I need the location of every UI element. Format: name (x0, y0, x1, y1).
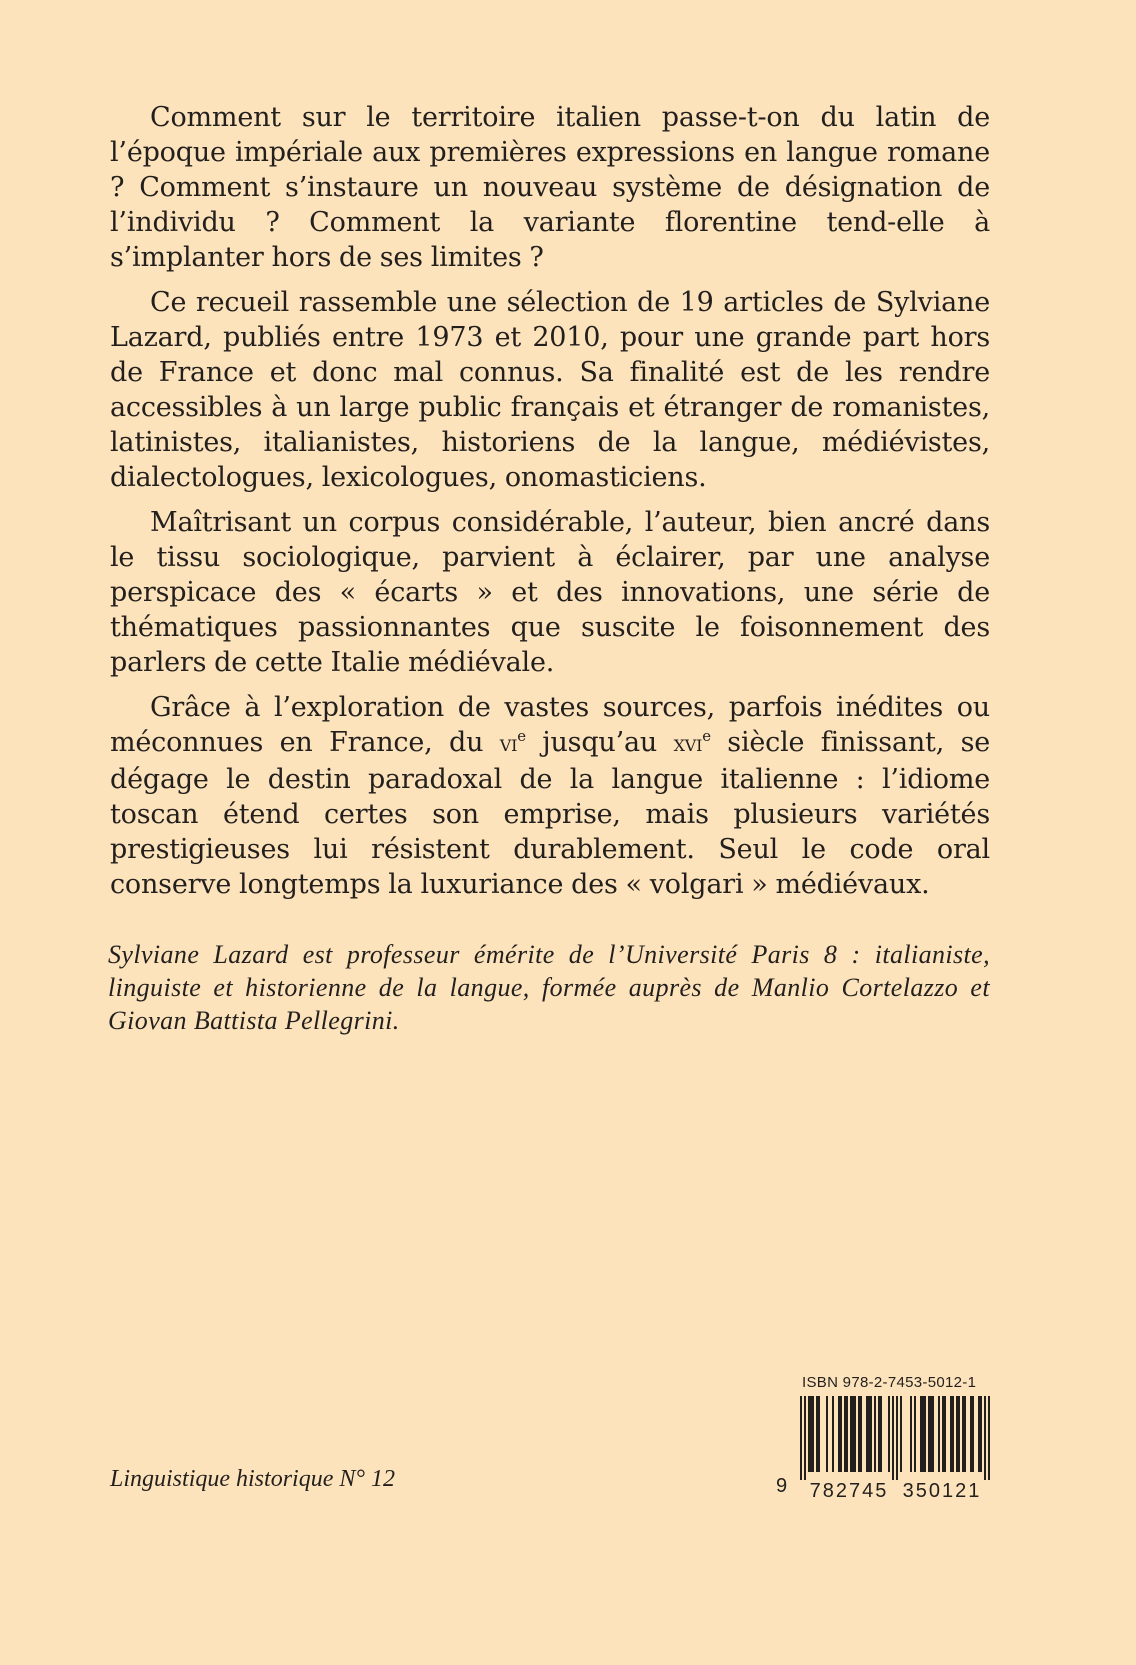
barcode-bar (896, 1396, 898, 1480)
barcode-bar (958, 1396, 960, 1472)
series-label: Linguistique historique N° 12 (110, 1466, 395, 1492)
barcode-bar (878, 1396, 880, 1472)
barcode-bar (870, 1396, 872, 1472)
barcode-bar (928, 1396, 930, 1472)
blurb-paragraph-3: Maîtrisant un corpus considérable, l’auteur, bien ancré dans le tissu sociologique, parvient à éclairer, par une analyse perspicace des « écarts » et des innovations, une série de thématiques passionnantes que suscite le foisonnement des parlers de cette Italie médiévale. (110, 507, 990, 678)
blurb-paragraph-4 (110, 690, 990, 902)
barcode-bar (800, 1396, 802, 1480)
century-xvi-suffix: e (702, 727, 711, 745)
isbn-label: ISBN 978-2-7453-5012-1 (802, 1374, 977, 1391)
century-vi: vi (499, 731, 518, 757)
barcode-bar (920, 1396, 922, 1472)
barcode-bar (988, 1396, 990, 1480)
barcode-bar (816, 1396, 818, 1472)
barcode-bar (984, 1396, 986, 1480)
barcode-bar (866, 1396, 868, 1472)
barcode-bar (952, 1396, 954, 1472)
century-xvi: xvi (673, 731, 703, 757)
barcode-bar (950, 1396, 952, 1472)
barcode-bar (888, 1396, 890, 1472)
blurb-paragraph-2: Ce recueil rassemble une sélection de 19 articles de Sylviane Lazard, publiés entre 1973 et 2010, pour une grande part hors de France et donc mal connus. Sa finalité est de les rendre accessibles à un large public français et étranger de romanistes, latinistes, italianistes, historiens de la langue, médiévistes, dialectologues, lexicologues, onomasticiens. (110, 287, 990, 493)
barcode-bar (942, 1396, 944, 1472)
barcode-bar (838, 1396, 840, 1472)
barcode-right-digits: 350121 (902, 1480, 982, 1502)
century-vi-suffix: e (517, 727, 526, 745)
barcode-bar (852, 1396, 854, 1472)
barcode-bar (962, 1396, 964, 1472)
barcode-bar (818, 1396, 820, 1472)
barcode-bar (964, 1396, 966, 1472)
barcode-bar (812, 1396, 814, 1472)
blurb-p4-text-a: Grâce à l’exploration de vastes sources, parfois inédites ou méconnues en France, du (110, 692, 990, 758)
barcode-bar (922, 1396, 924, 1472)
barcode-bar (804, 1396, 806, 1480)
isbn-barcode-block (776, 1374, 992, 1502)
author-bio: Sylviane Lazard est professeur émérite de l’Université Paris 8 : italianiste, linguiste et historienne de la langue, formée auprès de Manlio Cortelazzo et Giovan Battista Pellegrini. (108, 940, 990, 1035)
barcode-bar (850, 1396, 852, 1472)
barcode-bar (970, 1396, 972, 1472)
barcode-bar (826, 1396, 828, 1472)
barcode-bar (932, 1396, 934, 1472)
barcode-bar (944, 1396, 946, 1472)
barcode-bar (808, 1396, 810, 1472)
barcode-bar (846, 1396, 848, 1472)
barcode-first-digit: 9 (776, 1475, 788, 1497)
barcode-bar (854, 1396, 856, 1472)
barcode-bar (892, 1396, 894, 1480)
blurb-p4-text-b: jusqu’au (525, 727, 674, 758)
barcode-bar (810, 1396, 812, 1472)
blurb-p4-text-d: siècle finissant, se dégage le destin paradoxal de la langue italienne : l’idiome toscan étend certes son emprise, mais plusieurs variétés prestigieuses lui résistent durablement. Seul le code oral conserve longtemps la luxuriance des « volgari » médiévaux. (110, 727, 991, 900)
barcode-bar (900, 1396, 902, 1472)
barcode-bar (978, 1396, 980, 1472)
barcode-bar (924, 1396, 926, 1472)
blurb-paragraph-1: Comment sur le territoire italien passe-t-on du latin de l’époque impériale aux premières expressions en langue romane ? Comment s’instaure un nouveau système de désignation de l’individu ? Comment la variante florentine tend-elle à s’implanter hors de ses limites ? (110, 102, 990, 273)
barcode-bar (860, 1396, 862, 1472)
barcode-bar (980, 1396, 982, 1472)
barcode-bar (880, 1396, 882, 1472)
ean13-barcode (800, 1396, 990, 1502)
barcode-bar (938, 1396, 940, 1472)
barcode-bar (844, 1396, 846, 1472)
barcode-left-digits: 782745 (809, 1480, 889, 1502)
barcode-bar (972, 1396, 974, 1472)
blurb (110, 100, 990, 912)
barcode-bar (840, 1396, 842, 1472)
barcode-bar (930, 1396, 932, 1472)
barcode-bar (868, 1396, 870, 1472)
barcode-bar (874, 1396, 876, 1472)
barcode-bar (858, 1396, 860, 1472)
barcode-bar (910, 1396, 912, 1472)
barcode-bar (832, 1396, 834, 1472)
barcode-bar (956, 1396, 958, 1472)
barcode-bar (914, 1396, 916, 1472)
barcode-row (776, 1396, 992, 1502)
